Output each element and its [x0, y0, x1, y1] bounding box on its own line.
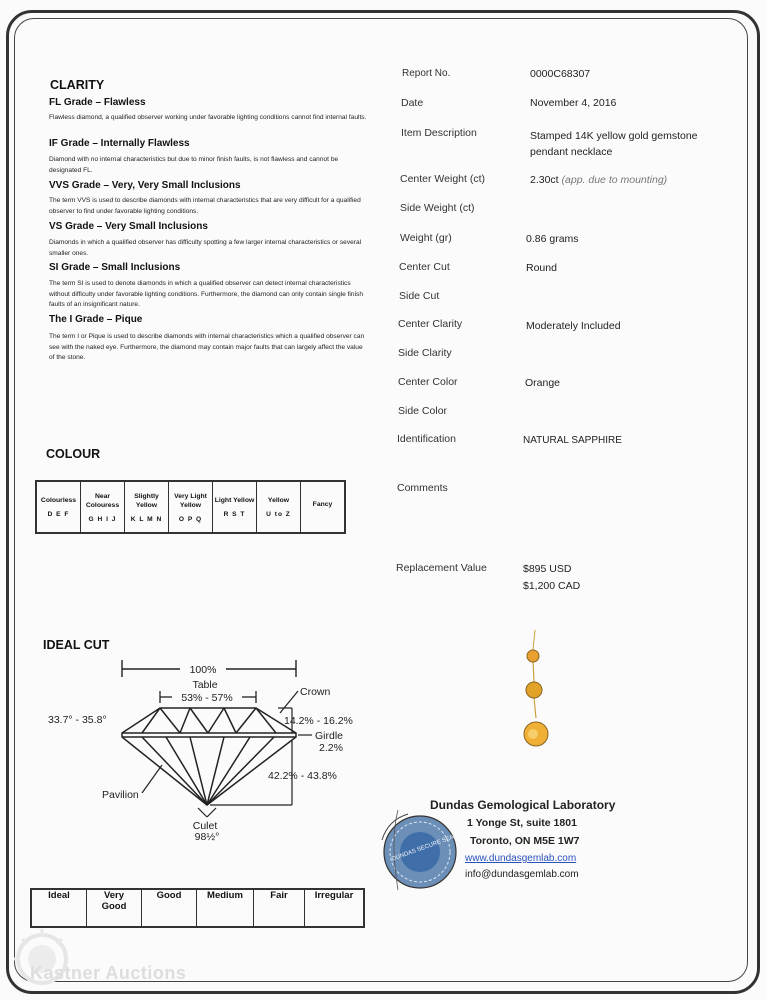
- lab-address-line2: Toronto, ON M5E 1W7: [470, 835, 580, 847]
- diagram-culet-label: Culet: [192, 820, 218, 832]
- colour-cell-name: Near Colouress: [85, 492, 120, 509]
- clarity-grade-desc: Diamonds in which a qualified observer has difficulty spotting a few larger internal characteristics or several smaller ones.: [49, 239, 362, 257]
- colour-heading: COLOUR: [46, 447, 101, 461]
- colour-cell-code: U to Z: [266, 511, 291, 518]
- center-weight-note: (app. due to mounting): [561, 174, 668, 186]
- replacement-value-usd: $895 USD: [523, 563, 572, 575]
- cut-grade-cell: Good: [142, 889, 197, 927]
- kastner-auctions-logo: [10, 925, 100, 995]
- field-value-center-color: Orange: [525, 377, 561, 389]
- field-value-center-weight: [530, 174, 667, 186]
- cut-grade-cell: Irregular: [305, 889, 365, 927]
- diagram-crown-height: 14.2% - 16.2%: [284, 715, 353, 727]
- cut-grade-cell: Very Good: [87, 889, 142, 927]
- lab-website-link[interactable]: www.dundasgemlab.com: [465, 853, 577, 864]
- field-label-side-weight: Side Weight (ct): [400, 202, 475, 214]
- colour-cell: [169, 481, 213, 533]
- clarity-grade-desc: The term SI is used to denote diamonds in which a qualified observer can detect internal characteristics without difficulty under favorable lighting conditions. Furthermore, the diamond can only contain single finish faults of an insignificant nature.: [49, 280, 363, 308]
- colour-cell-code: K L M N: [130, 515, 163, 523]
- clarity-grade-title: SI Grade – Small Inclusions: [49, 262, 181, 273]
- colour-cell: [301, 481, 346, 533]
- diagram-culet-value: 98½°: [194, 831, 220, 843]
- clarity-grade-title: IF Grade – Internally Flawless: [49, 138, 190, 149]
- colour-cell-code: D E F: [47, 511, 70, 518]
- colour-cell-name: Colourless: [40, 497, 77, 504]
- colour-cell-name: Slightly Yellow: [134, 492, 159, 509]
- field-value-report-no: 0000C68307: [530, 68, 591, 80]
- diagram-width-label: 100%: [189, 664, 217, 676]
- colour-cell: [213, 481, 257, 533]
- colour-cell-name: Fancy: [312, 500, 333, 508]
- cut-grade-table: [30, 888, 365, 928]
- cut-grade-cell: Fair: [254, 889, 305, 927]
- colour-cell: [81, 481, 125, 533]
- field-label-side-color: Side Color: [398, 405, 448, 417]
- replacement-value-cad: $1,200 CAD: [523, 580, 581, 592]
- colour-cell-name: Very Light Yellow: [174, 492, 207, 509]
- diagram-crown-angle: 33.7° - 35.8°: [48, 714, 107, 726]
- field-label-weight-gr: Weight (gr): [400, 232, 452, 244]
- colour-cell: [257, 481, 301, 533]
- clarity-grade-title: The I Grade – Pique: [49, 314, 143, 325]
- field-value-center-cut: Round: [526, 262, 557, 274]
- colour-cell: [36, 481, 81, 533]
- center-weight-value: 2.30ct: [530, 174, 559, 186]
- field-value-center-clarity: Moderately Included: [526, 320, 621, 332]
- clarity-grade-title: VS Grade – Very Small Inclusions: [49, 221, 208, 232]
- diagram-crown-label: Crown: [300, 686, 331, 698]
- clarity-heading: CLARITY: [50, 78, 105, 92]
- field-value-item-description: Stamped 14K yellow gold gemstone pendant necklace: [530, 130, 698, 158]
- clarity-grade-desc: The term VVS is used to describe diamonds with internal characteristics that are very difficult for a qualified observer to find under favorable lighting conditions.: [49, 197, 361, 215]
- field-label-center-clarity: Center Clarity: [398, 318, 463, 330]
- cut-grade-cell: Ideal: [31, 889, 87, 927]
- field-label-replacement-value: Replacement Value: [396, 562, 487, 574]
- pendant-necklace-photo: [505, 630, 565, 755]
- lab-name: Dundas Gemological Laboratory: [430, 798, 616, 812]
- field-label-center-cut: Center Cut: [399, 261, 450, 273]
- field-label-center-weight: Center Weight (ct): [400, 173, 485, 185]
- field-value-identification: NATURAL SAPPHIRE: [523, 435, 622, 446]
- field-label-side-cut: Side Cut: [399, 290, 440, 302]
- lab-email: info@dundasgemlab.com: [465, 869, 579, 880]
- colour-cell-name: Light Yellow: [214, 497, 255, 504]
- field-label-date: Date: [401, 97, 424, 109]
- cut-grade-cell: Medium: [197, 889, 254, 927]
- diagram-girdle-value: 2.2%: [319, 742, 343, 754]
- seal-text: DUNDAS SECURE SEAL: [391, 833, 458, 863]
- lab-address-line1: 1 Yonge St, suite 1801: [467, 817, 577, 829]
- diagram-girdle-label: Girdle: [315, 730, 344, 742]
- field-label-report-no: Report No.: [402, 68, 451, 79]
- field-label-item-description: Item Description: [401, 127, 477, 139]
- colour-cell-name: Yellow: [267, 497, 290, 504]
- colour-cell-code: O P Q: [178, 515, 203, 523]
- field-label-identification: Identification: [397, 433, 456, 445]
- diagram-pavilion-label: Pavilion: [102, 789, 139, 801]
- clarity-grade-title: VVS Grade – Very, Very Small Inclusions: [49, 180, 241, 191]
- clarity-grade-title: FL Grade – Flawless: [49, 97, 146, 108]
- colour-cell: [125, 481, 169, 533]
- field-label-side-clarity: Side Clarity: [398, 347, 452, 359]
- clarity-grade-desc: Flawless diamond, a qualified observer working under favorable lighting conditions cannot find internal faults.: [49, 114, 367, 121]
- clarity-grade-desc: Diamond with no internal characteristics but due to minor finish faults, is not flawless and cannot be designated FL.: [49, 156, 339, 174]
- diagram-pavilion-depth: 42.2% - 43.8%: [268, 770, 337, 782]
- diagram-table-label: Table: [192, 679, 218, 691]
- field-label-center-color: Center Color: [398, 376, 458, 388]
- colour-cell-code: G H I J: [88, 515, 117, 523]
- colour-cell-code: R S T: [223, 511, 246, 518]
- watermark-text: Kastner Auctions: [30, 963, 187, 983]
- diagram-table-range: 53% - 57%: [181, 692, 233, 704]
- colour-scale-table: [35, 480, 346, 534]
- field-value-weight-gr: 0.86 grams: [526, 233, 579, 245]
- field-label-comments: Comments: [397, 482, 448, 494]
- clarity-grade-desc: The term I or Pique is used to describe diamonds with internal characteristics which a qualified observer can see with the naked eye. Furthermore, the diamond may contain major faults that can largely affect the value of the stone.: [49, 333, 365, 361]
- field-value-date: November 4, 2016: [530, 97, 617, 109]
- ideal-cut-heading: IDEAL CUT: [43, 638, 110, 652]
- diamond-proportions-diagram: [30, 655, 370, 845]
